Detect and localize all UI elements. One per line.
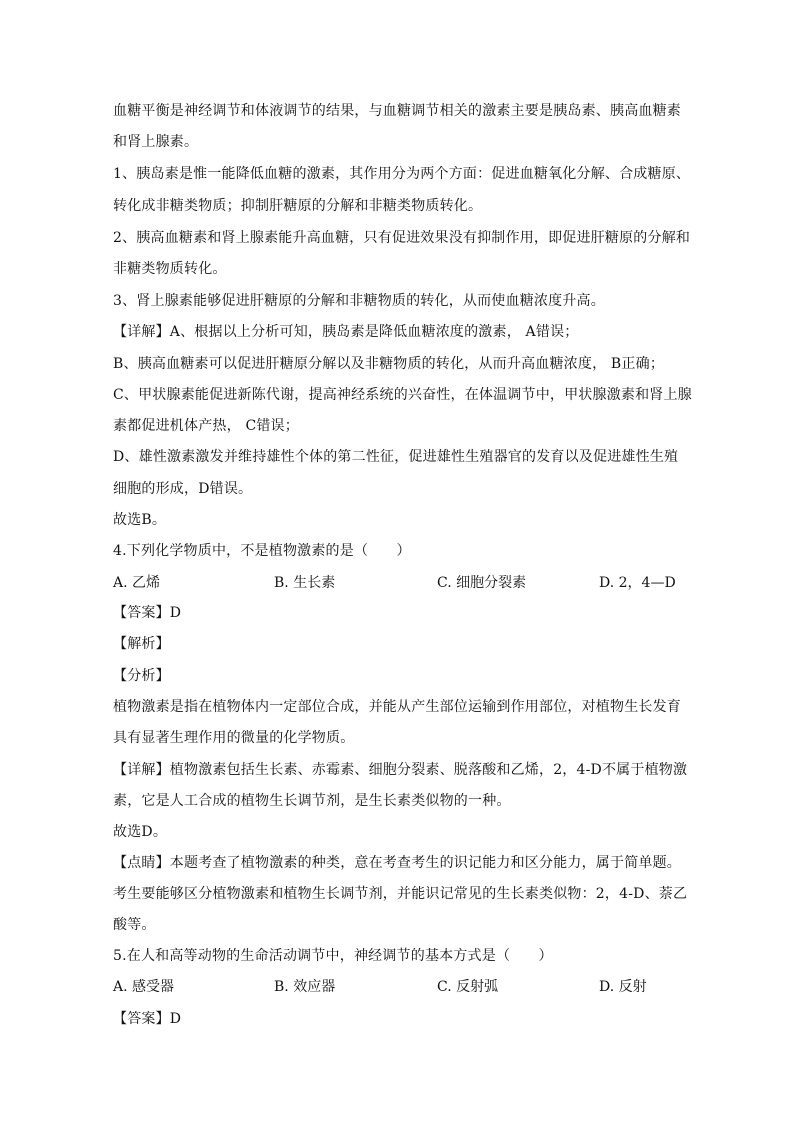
paragraph-line: 血糖平衡是神经调节和体液调节的结果，与血糖调节相关的激素主要是胰岛素、胰高血糖素 bbox=[113, 103, 681, 119]
q5-option-d: D. 反射 bbox=[599, 979, 647, 995]
paragraph-line: 1、胰岛素是惟一能降低血糖的激素，其作用分为两个方面：促进血糖氧化分解、合成糖原、 bbox=[113, 166, 691, 182]
q4-detail-line: 素，它是人工合成的植物生长调节剂，是生长素类似物的一种。 bbox=[113, 793, 511, 809]
q5-answer: 【答案】D bbox=[113, 1011, 182, 1027]
choice-line: 故选B。 bbox=[113, 512, 167, 528]
paragraph-line: 2、胰高血糖素和肾上腺素能升高血糖，只有促进效果没有抑制作用，即促进肝糖原的分解和 bbox=[113, 230, 691, 246]
q4-fenxi-line: 具有显著生理作用的微量的化学物质。 bbox=[113, 730, 355, 746]
question-5: 5.在人和高等动物的生命活动调节中，神经调节的基本方式是（ ） bbox=[113, 948, 553, 964]
detail-line: B、胰高血糖素可以促进肝糖原分解以及非糖物质的转化，从而升高血糖浓度， B正确； bbox=[113, 356, 665, 372]
paragraph-line: 转化成非糖类物质；抑制肝糖原的分解和非糖类物质转化。 bbox=[113, 198, 483, 214]
detail-line: 【详解】A、根据以上分析可知，胰岛素是降低血糖浓度的激素， A错误； bbox=[113, 324, 579, 340]
q4-dianjing-line: 考生要能够区分植物激素和植物生长调节剂，并能识记常见的生长素类似物：2，4-D、萘乙 bbox=[113, 886, 688, 902]
detail-line: C、甲状腺素能促进新陈代谢，提高神经系统的兴奋性，在体温调节中，甲状腺激素和肾上腺 bbox=[113, 387, 692, 403]
q4-fenxi-line: 植物激素是指在植物体内一定部位合成，并能从产生部位运输到作用部位，对植物生长发育 bbox=[113, 699, 681, 715]
paragraph-line: 3、肾上腺素能够促进肝糖原的分解和非糖物质的转化，从而使血糖浓度升高。 bbox=[113, 293, 605, 309]
detail-line: D、雄性激素激发并维持雄性个体的第二性征，促进雄性生殖器官的发育以及促进雄性生殖 bbox=[113, 449, 679, 465]
q4-choice-line: 故选D。 bbox=[113, 824, 168, 840]
detail-line: 细胞的形成，D错误。 bbox=[113, 481, 253, 497]
paragraph-line: 和肾上腺素。 bbox=[113, 134, 199, 150]
question-4: 4.下列化学物质中，不是植物激素的是（ ） bbox=[113, 543, 411, 559]
paragraph-line: 非糖类物质转化。 bbox=[113, 261, 227, 277]
q4-option-c: C. 细胞分裂素 bbox=[437, 575, 527, 591]
q5-option-a: A. 感受器 bbox=[113, 979, 175, 995]
q4-option-a: A. 乙烯 bbox=[113, 575, 161, 591]
q5-option-c: C. 反射弧 bbox=[437, 979, 499, 995]
q4-dianjing-line: 【点睛】本题考查了植物激素的种类，意在考查考生的识记能力和区分能力，属于简单题。 bbox=[113, 855, 681, 871]
q4-option-b: B. 生长素 bbox=[274, 575, 336, 591]
q4-answer: 【答案】D bbox=[113, 605, 182, 621]
q4-option-d: D. 2，4—D bbox=[599, 575, 676, 591]
q4-detail-line: 【详解】植物激素包括生长素、赤霉素、细胞分裂素、脱落酸和乙烯，2，4-D不属于植物激 bbox=[113, 762, 688, 778]
q5-option-b: B. 效应器 bbox=[274, 979, 336, 995]
q4-fenxi-heading: 【分析】 bbox=[113, 668, 170, 684]
q4-analysis-heading: 【解析】 bbox=[113, 636, 170, 652]
detail-line: 素都促进机体产热， C错误； bbox=[113, 418, 299, 434]
q4-dianjing-line: 酸等。 bbox=[113, 917, 156, 933]
